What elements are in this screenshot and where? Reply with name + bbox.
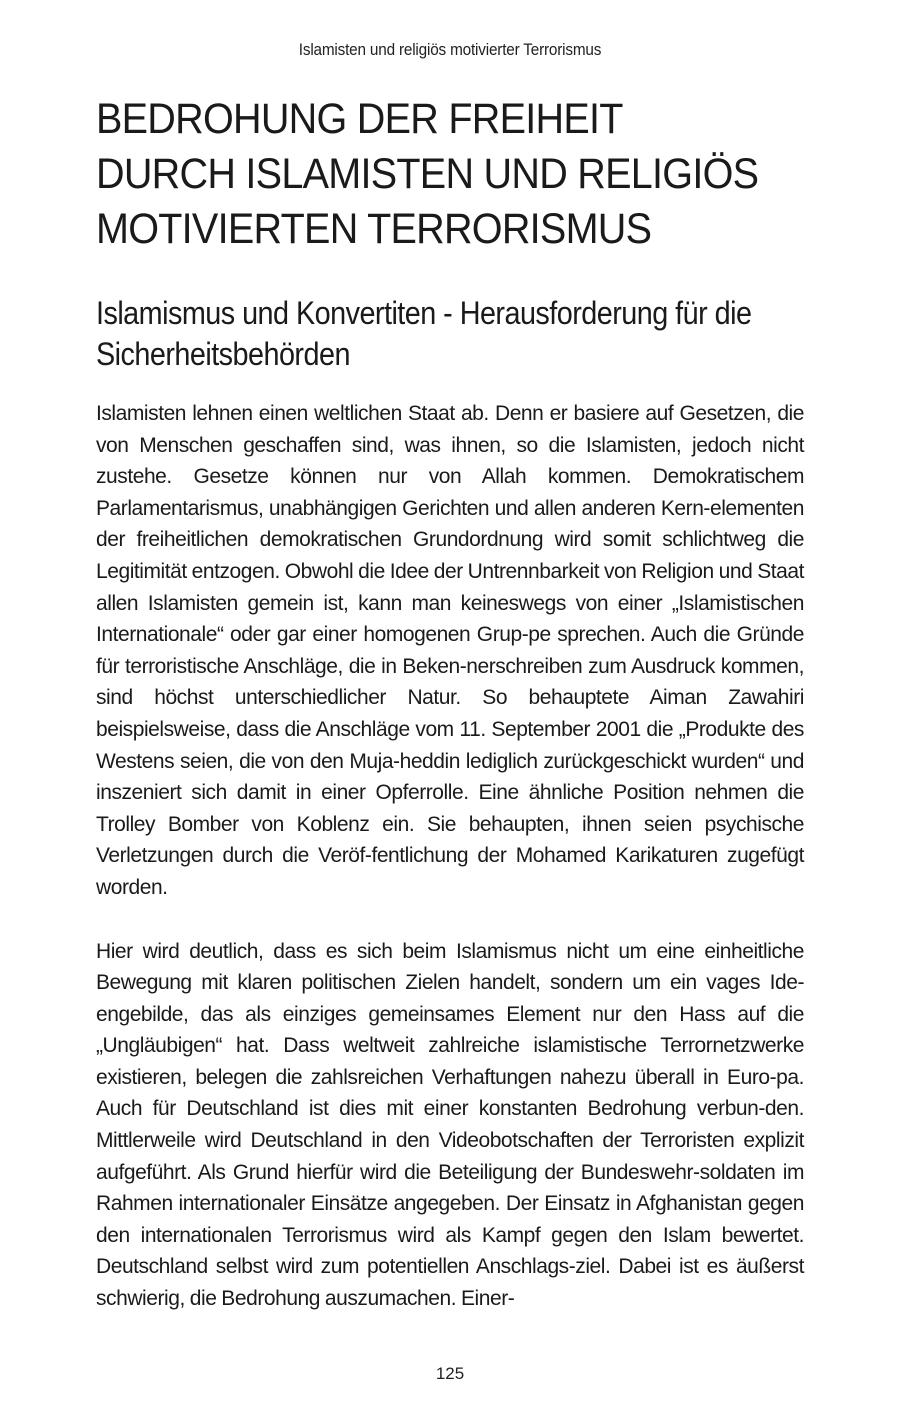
- section-subtitle: Islamismus und Konvertiten - Herausforderung für die Sicherheitsbehörden: [96, 295, 752, 372]
- body-paragraph-2: Hier wird deutlich, dass es sich beim Islamismus nicht um eine einheitliche Bewegung mit klaren politischen Zielen handelt, sondern um ein vages Ide-engebilde, das als einziges gemeinsames Element nur den Hass auf die „Ungläubigen“ hat. Dass weltweit zahlreiche islamistische Terrornetzwerke existieren, belegen die zahlsreichen Verhaftungen nahezu überall in Euro-pa. Auch für Deutschland ist dies mit einer konstanten Bedrohung verbun-den. Mittlerweile wird Deutschland in den Videobotschaften der Terroristen explizit aufgeführt. Als Grund hierfür wird die Beteiligung der Bundeswehr-soldaten im Rahmen internationaler Einsätze angegeben. Der Einsatz in Afghanistan gegen den internationalen Terrorismus wird als Kampf gegen den Islam bewertet. Deutschland selbst wird zum potentiellen Anschlags-ziel. Dabei ist es äußerst schwierig, die Bedrohung auszumachen. Einer-: [96, 939, 804, 1311]
- running-header: Islamisten und religiös motivierter Terrorismus: [298, 40, 602, 59]
- body-paragraph-1: Islamisten lehnen einen weltlichen Staat ab. Denn er basiere auf Gesetzen, die von Menschen geschaffen sind, was ihnen, so die Islamisten, jedoch nicht zustehe. Gesetze können nur von Allah kommen. Demokratischem Parlamentarismus, unabhängigen Gerichten und allen anderen Kern-elementen der freiheitlichen demokratischen Grundordnung wird somit schlichtweg die Legitimität entzogen. Obwohl die Idee der Untrennbarkeit von Religion und Staat allen Islamisten gemein ist, kann man keineswegs von einer „Islamistischen Internationale“ oder gar einer homogenen Grup-pe sprechen. Auch die Gründe für terroristische Anschläge, die in Beken-nerschreiben zum Ausdruck kommen, sind höchst unterschiedlicher Natur. So behauptete Aiman Zawahiri beispielsweise, dass die Anschläge vom 11. September 2001 die „Produkte des Westens seien, die von den Muja-heddin lediglich zurückgeschickt wurden“ und inszeniert sich damit in einer Opferrolle. Eine ähnliche Position nehmen die Trolley Bomber von Koblenz ein. Sie behaupten, ihnen seien psychische Verletzungen durch die Veröf-fentlichung der Mohamed Karikaturen zugefügt worden.: [96, 402, 804, 899]
- page-number: 125: [435, 1364, 465, 1383]
- body-text: [96, 398, 804, 1315]
- chapter-title: BEDROHUNG DER FREIHEIT DURCH ISLAMISTEN UND RELIGIÖS MOTIVIERTEN TERRORISMUS: [96, 95, 759, 253]
